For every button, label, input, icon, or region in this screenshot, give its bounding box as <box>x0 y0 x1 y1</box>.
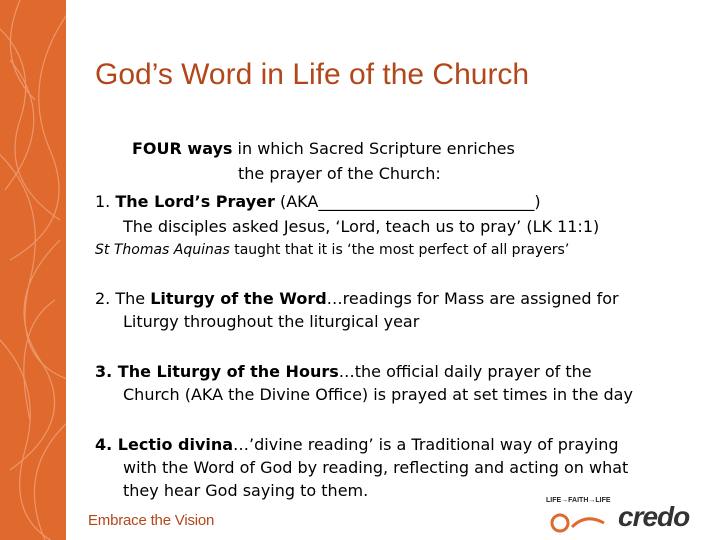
aquinas-rest: taught that it is ‘the most perfect of all prayers’ <box>229 242 570 258</box>
item-2-rest: …readings for Mass are assigned for <box>326 289 619 308</box>
item-3-line-1 <box>95 361 592 383</box>
embrace-the-vision-logo: Embrace the Vision <box>88 512 215 529</box>
decorative-sidebar <box>0 0 66 540</box>
item-4-rest: …’divine reading’ is a Traditional way of praying <box>233 435 619 454</box>
item-4-line-2: with the Word of God by reading, reflecting and acting on what <box>123 458 629 477</box>
credo-wordmark: credo <box>618 501 690 532</box>
item-2-bold: Liturgy of the Word <box>150 289 327 308</box>
item-3-line-2: Church (AKA the Divine Office) is prayed at set times in the day <box>123 385 633 404</box>
item-2-line-2: Liturgy throughout the liturgical year <box>123 312 420 331</box>
item-1-heading <box>95 191 541 213</box>
item-1-detail: The disciples asked Jesus, ‘Lord, teach us to pray’ (LK 11:1) <box>123 217 600 236</box>
item-1-aka: (AKA___________________________) <box>279 192 541 211</box>
item-1-bold: The Lord’s Prayer <box>115 192 275 211</box>
credo-logo <box>546 497 711 533</box>
item-2-prefix: 2. The <box>95 289 151 308</box>
intro-bold: FOUR ways <box>132 139 233 158</box>
item-2-line-1 <box>95 288 619 310</box>
aquinas-quote <box>95 241 569 259</box>
intro-line-2: the prayer of the Church: <box>238 164 441 183</box>
item-3-bold: 3. The Liturgy of the Hours <box>95 362 339 381</box>
slide-title: God’s Word in Life of the Church <box>95 58 530 91</box>
item-1-number: 1. <box>95 192 111 211</box>
intro-rest: in which Sacred Scripture enriches <box>232 139 515 158</box>
life-faith-life-tagline: LIFE→FAITH→LIFE <box>546 497 611 504</box>
item-3-rest: …the official daily prayer of the <box>338 362 592 381</box>
intro-line-1 <box>132 138 515 160</box>
credo-emblem-icon <box>546 507 616 535</box>
aquinas-name: St Thomas Aquinas <box>95 242 230 258</box>
item-4-bold: 4. Lectio divina <box>95 435 234 454</box>
sidebar-swirl-pattern <box>0 0 66 540</box>
item-4-line-3: they hear God saying to them. <box>123 481 369 500</box>
item-4-line-1 <box>95 434 619 456</box>
